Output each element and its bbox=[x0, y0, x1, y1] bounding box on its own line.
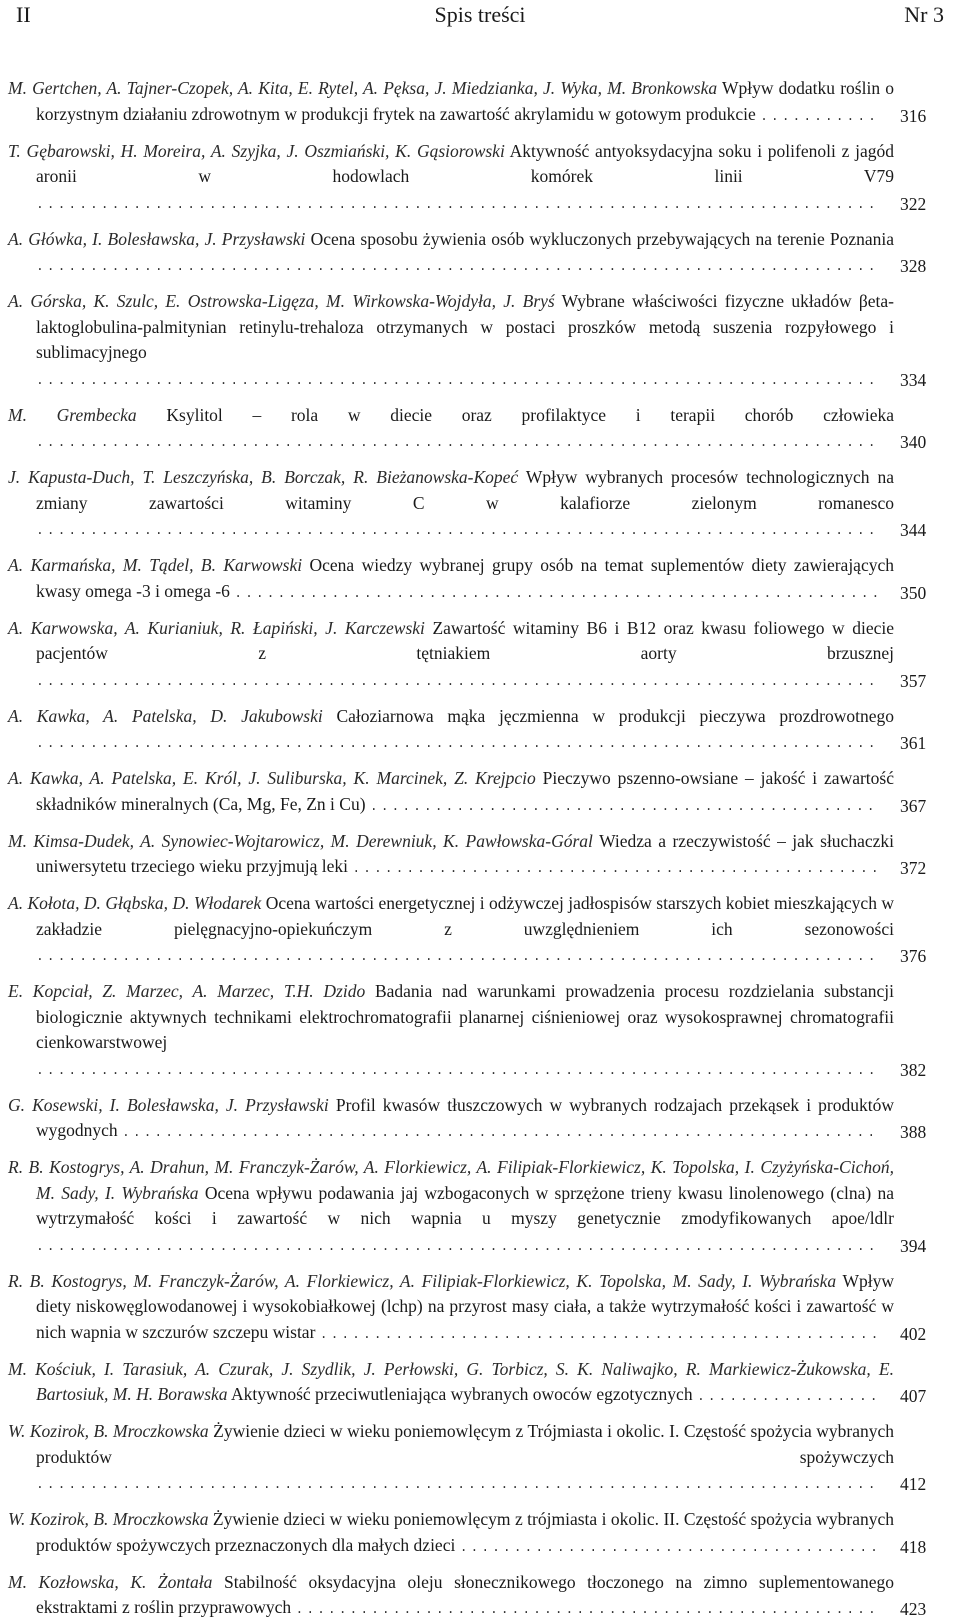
entry-page-number: 350 bbox=[900, 582, 927, 603]
entry-title: Całoziarnowa mąka jęczmienna w produkcji pieczywa prozdrowotnego bbox=[336, 705, 895, 726]
page-roman-number: II bbox=[16, 2, 31, 27]
leader-dots: .............................................................................. bbox=[36, 196, 879, 212]
page-title: Spis treści bbox=[434, 2, 526, 27]
entry-page-number: 357 bbox=[900, 670, 927, 691]
entry-page-number: 418 bbox=[900, 1536, 927, 1557]
entry-authors: T. Gębarowski, H. Moreira, A. Szyjka, J. Oszmiański, K. Gąsiorowski bbox=[8, 140, 505, 161]
entry-title: Ocena sposobu żywienia osób wykluczonych przebywających na terenie Poznania bbox=[310, 228, 895, 249]
toc-entry bbox=[8, 616, 952, 695]
leader-dots: ........... bbox=[760, 108, 879, 124]
entry-page-number: 412 bbox=[900, 1474, 927, 1494]
leader-dots: .............................................................................. bbox=[36, 949, 879, 964]
entry-authors: A. Kawka, A. Patelska, D. Jakubowski bbox=[8, 705, 323, 726]
entry-authors: A. Główka, I. Bolesławska, J. Przysławski bbox=[8, 228, 306, 249]
leader-dots: ................. bbox=[696, 1389, 881, 1404]
leader-dots: .............................................................................. bbox=[36, 372, 879, 388]
leader-dots: .............................................................................. bbox=[36, 673, 879, 689]
entry-authors: G. Kosewski, I. Bolesławska, J. Przysławski bbox=[8, 1094, 329, 1115]
toc-entry bbox=[8, 704, 952, 757]
entry-title: Aktywność przeciwutleniająca wybranych owoców egzotycznych bbox=[230, 1384, 693, 1404]
entry-title: Ksylitol – rola w diecie oraz profilaktyce i terapii chorób człowieka bbox=[166, 404, 894, 425]
toc-entry bbox=[8, 829, 952, 882]
entry-page-number: 376 bbox=[900, 946, 927, 966]
leader-dots: ...................................................................... bbox=[122, 1125, 879, 1140]
entry-authors: W. Kozirok, B. Mroczkowska bbox=[8, 1509, 209, 1529]
entry-authors: W. Kozirok, B. Mroczkowska bbox=[8, 1421, 209, 1441]
entry-authors: M. Grembecka bbox=[8, 404, 137, 425]
toc-entry bbox=[8, 403, 952, 456]
leader-dots: .............................................................................. bbox=[36, 259, 879, 274]
entry-page-number: 394 bbox=[900, 1235, 927, 1256]
entry-title: Wpływ diety niskowęglowodanowej i wysokobiałkowej (lchp) na przyrost masy ciała, a także wytrzymałość kości i zawartość w nich wapnia w szczurów szczepu wistar bbox=[36, 1270, 894, 1342]
entry-title: Pieczywo pszenno-owsiane – jakość i zawartość składników mineralnych (Ca, Mg, Fe, Zn i Cu) bbox=[36, 768, 894, 814]
entry-page-number: 382 bbox=[900, 1059, 927, 1080]
entry-page-number: 334 bbox=[900, 369, 927, 390]
toc-entry bbox=[8, 1419, 952, 1498]
entry-title: Ocena wiedzy wybranej grupy osób na temat suplementów diety zawierających kwasy omega -3 i omega -6 bbox=[36, 555, 894, 601]
toc-entry bbox=[8, 465, 952, 544]
toc-entry bbox=[8, 766, 952, 819]
entry-title: Żywienie dzieci w wieku poniemowlęcym z trójmiasta i okolic. II. Częstość spożycia wybranych produktów spożywczych przeznaczonych dla małych dzieci bbox=[36, 1509, 894, 1555]
issue-number: Nr 3 bbox=[904, 2, 944, 27]
toc-entry bbox=[8, 1155, 952, 1259]
entry-authors: R. B. Kostogrys, M. Franczyk-Żarów, A. Florkiewicz, A. Filipiak-Florkiewicz, K. Topolska, M. Sady, I. Wybrańska bbox=[8, 1270, 837, 1291]
entry-page-number: 423 bbox=[900, 1599, 927, 1619]
entry-page-number: 316 bbox=[900, 105, 927, 126]
toc-entry bbox=[8, 227, 952, 280]
entry-page-number: 372 bbox=[900, 858, 927, 878]
entry-title: Aktywność antyoksydacyjna soku i polifenoli z jagód aronii w hodowlach komórek linii V79 bbox=[36, 140, 894, 186]
entry-title: Wpływ dodatku roślin o korzystnym działaniu zdrowotnym w produkcji frytek na zawartość akrylamidu w gotowym produkcie bbox=[36, 78, 894, 124]
leader-dots: ................................................. bbox=[352, 861, 882, 876]
entry-authors: E. Kopciał, Z. Marzec, A. Marzec, T.H. Dzido bbox=[8, 981, 366, 1001]
entry-authors: M. Kozłowska, K. Żontała bbox=[8, 1571, 213, 1592]
toc-entry bbox=[8, 1507, 952, 1560]
entry-authors: R. B. Kostogrys, A. Drahun, M. Franczyk-Żarów, A. Florkiewicz, A. Filipiak-Florkiewicz, K. Topolska, I. Czyżyńska-Cichoń, M. Sady, I. Wybrańska bbox=[8, 1157, 894, 1203]
entry-page-number: 407 bbox=[900, 1386, 927, 1406]
entry-page-number: 344 bbox=[900, 520, 927, 540]
entry-authors: M. Kimsa-Dudek, A. Synowiec-Wojtarowicz, M. Derewniuk, K. Pawłowska-Góral bbox=[8, 830, 593, 851]
toc-entry bbox=[8, 1357, 952, 1410]
entry-page-number: 361 bbox=[900, 733, 927, 753]
toc-entry bbox=[8, 76, 952, 129]
leader-dots: ....................................... bbox=[459, 1539, 881, 1555]
entry-authors: A. Kołota, D. Głąbska, D. Włodarek bbox=[8, 893, 262, 913]
leader-dots: .............................................................................. bbox=[36, 523, 879, 538]
leader-dots: .............................................................................. bbox=[36, 736, 879, 751]
entry-title: Profil kwasów tłuszczowych w wybranych rodzajach przekąsek i produktów wygodnych bbox=[36, 1094, 895, 1140]
entry-title: Stabilność oksydacyjna oleju słonecznikowego tłoczonego na zimno suplementowanego ekstraktami z roślin przyprawowych bbox=[36, 1571, 895, 1617]
entry-authors: M. Kościuk, I. Tarasiuk, A. Czurak, J. Szydlik, J. Perłowski, G. Torbicz, S. K. Naliwajko, R. Markiewicz-Żukowska, E. Bartosiuk, M. H. Borawska bbox=[8, 1358, 894, 1404]
toc-entry bbox=[8, 139, 952, 218]
toc-entry bbox=[8, 553, 952, 606]
entry-page-number: 388 bbox=[900, 1122, 927, 1142]
table-of-contents bbox=[8, 76, 952, 1623]
toc-entry bbox=[8, 1093, 952, 1146]
entry-authors: J. Kapusta-Duch, T. Leszczyńska, B. Borczak, R. Bieżanowska-Kopeć bbox=[8, 467, 519, 487]
toc-entry bbox=[8, 1570, 952, 1623]
toc-entry bbox=[8, 1269, 952, 1348]
leader-dots: .............................................................................. bbox=[36, 1477, 879, 1492]
entry-authors: A. Karmańska, M. Tądel, B. Karwowski bbox=[8, 555, 303, 575]
leader-dots: ............................................... bbox=[369, 798, 878, 814]
entry-page-number: 328 bbox=[900, 256, 927, 276]
toc-entry bbox=[8, 289, 952, 393]
entry-title: Wpływ wybranych procesów technologicznych na zmiany zawartości witaminy C w kalafiorze zielonym romanesco bbox=[36, 467, 894, 513]
entry-title: Wiedza a rzeczywistość – jak słuchaczki uniwersytetu trzeciego wieku przyjmują leki bbox=[36, 830, 894, 876]
entry-title: Żywienie dzieci w wieku poniemowlęcym z Trójmiasta i okolic. I. Częstość spożycia wybranych produktów spożywczych bbox=[36, 1421, 894, 1467]
entry-page-number: 402 bbox=[900, 1323, 927, 1344]
entry-title: Wybrane właściwości fizyczne układów βeta-laktoglobulina-palmitynian retinylu-trehaloza otrzymanych w postaci proszków metodą suszenia rozpyłowego i sublimacyjnego bbox=[36, 291, 894, 362]
entry-authors: A. Kawka, A. Patelska, E. Król, J. Suliburska, K. Marcinek, Z. Krejpcio bbox=[8, 768, 536, 788]
entry-page-number: 322 bbox=[900, 193, 927, 214]
leader-dots: ...................................................... bbox=[295, 1602, 879, 1617]
entry-title: Zawartość witaminy B6 i B12 oraz kwasu foliowego w diecie pacjentów z tętniakiem aorty brzusznej bbox=[36, 617, 895, 663]
entry-page-number: 367 bbox=[900, 795, 927, 816]
entry-title: Ocena wartości energetycznej i odżywczej jadłospisów starszych kobiet mieszkających w zakładzie pielęgnacyjno-opiekuńczym z uwzględnieniem ich sezonowości bbox=[36, 893, 894, 939]
entry-title: Ocena wpływu podawania jaj wzbogaconych w sprzężone trieny kwasu linolenowego (clna) na wytrzymałość kości i zawartość w nich wapnia u myszy genetycznie zmodyfikowanych apoe/ldlr bbox=[36, 1182, 895, 1228]
entry-authors: M. Gertchen, A. Tajner-Czopek, A. Kita, E. Rytel, A. Pęksa, J. Miedzianka, J. Wyka, M. Bronkowska bbox=[8, 78, 718, 98]
toc-entry bbox=[8, 891, 952, 970]
leader-dots: .............................................................................. bbox=[36, 1062, 879, 1078]
toc-entry bbox=[8, 979, 952, 1083]
entry-authors: A. Górska, K. Szulc, E. Ostrowska-Ligęza, M. Wirkowska-Wojdyła, J. Bryś bbox=[8, 291, 555, 311]
entry-page-number: 340 bbox=[900, 432, 927, 452]
entry-authors: A. Karwowska, A. Kurianiuk, R. Łapiński, J. Karczewski bbox=[8, 617, 425, 638]
entry-title: Badania nad warunkami prowadzenia procesu rozdzielania substancji biologicznie aktywnych technikami elektrochromatografii planarnej ciśnieniowej oraz wysokosprawnej chromatografii cienkowarstwowej bbox=[36, 981, 895, 1052]
leader-dots: ............................................................ bbox=[234, 585, 883, 601]
leader-dots: .................................................... bbox=[319, 1326, 882, 1342]
page-header bbox=[8, 0, 952, 34]
leader-dots: .............................................................................. bbox=[36, 1238, 879, 1254]
leader-dots: .............................................................................. bbox=[36, 435, 879, 450]
